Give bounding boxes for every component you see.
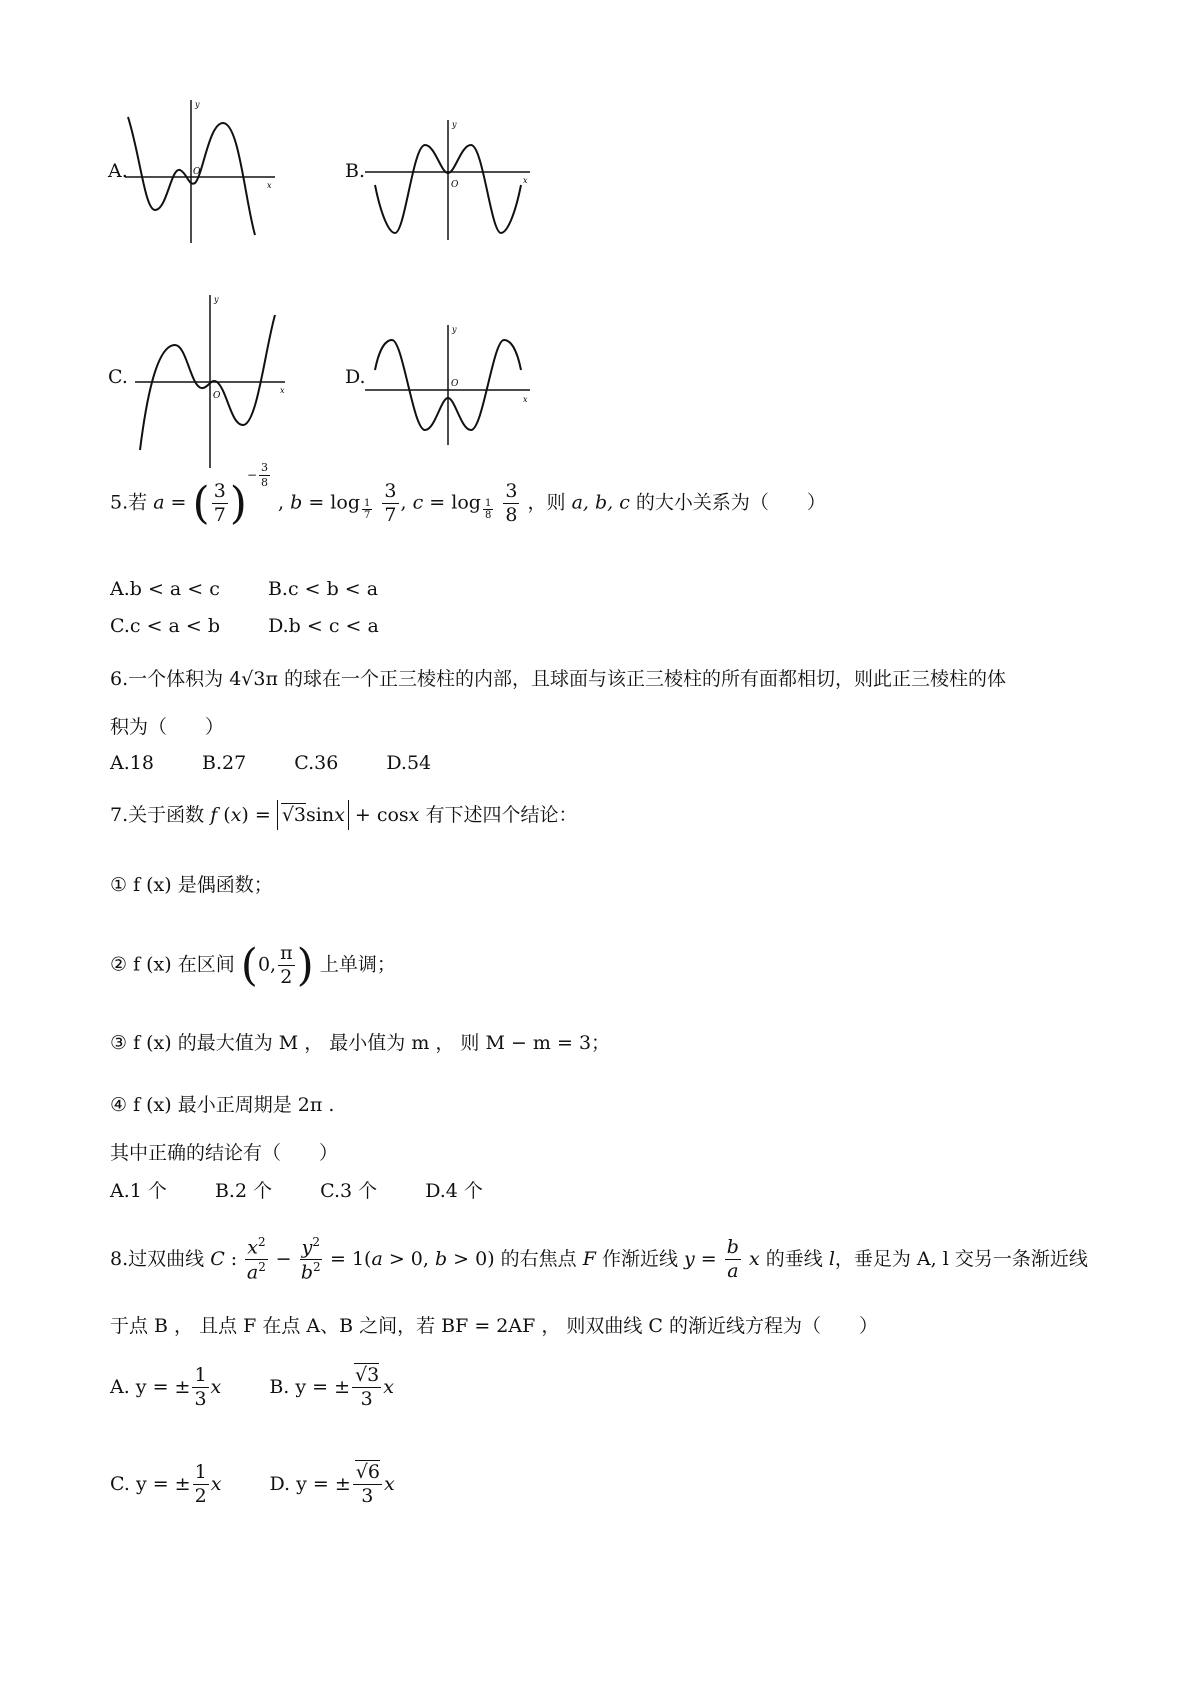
axis-y-label: y xyxy=(195,100,200,109)
q7-option-c[interactable]: C.3 个 xyxy=(320,1180,378,1202)
axis-x-label: x xyxy=(523,176,528,185)
question-5: 5.若 a = ( $\frac{3}{7}$ )$^{- \frac{3}{8}}$ , b = log $_{\frac{1}{7}}$ $\frac{3}{7}$ , c = log $_{\frac{1}{8}}$ $\frac{3}{8}$ ，则 a, b, c 的大小关系为（ ） xyxy=(110,461,826,529)
question-8-line-2: 于点 B ， 且点 F 在点 A、B 之间，若 BF = 2AF ， 则双曲线 C 的渐近线方程为（ ） xyxy=(110,1315,878,1337)
graph-b xyxy=(365,115,535,245)
q8-options-row-2 xyxy=(110,1462,437,1508)
q6-volume: 4√3π xyxy=(229,668,278,690)
q6-options xyxy=(110,752,473,774)
axis-x-label: x xyxy=(523,395,528,404)
axis-x-label: x xyxy=(267,181,272,190)
option-c-label: C. xyxy=(108,366,128,388)
q7-conclusion-3: ③ f (x) 的最大值为 M ， 最小值为 m ， 则 M − m = 3； xyxy=(110,1032,611,1054)
q7-option-b[interactable]: B.2 个 xyxy=(214,1180,273,1202)
q7-question: 其中正确的结论有（ ） xyxy=(110,1142,339,1164)
question-6-line-2: 积为（ ） xyxy=(110,716,225,738)
q6-option-a[interactable]: A.18 xyxy=(110,752,154,774)
question-6: 6.一个体积为 4√3π 的球在一个正三棱柱的内部，且球面与该正三棱柱的所有面都相切，则此正三棱柱的体 xyxy=(110,668,1007,690)
option-d-label: D. xyxy=(345,366,366,388)
q8-option-b[interactable]: B. y = ± $\frac{√3}{3}$ x xyxy=(269,1364,394,1410)
question-7: 7.关于函数 f (x) = √3sinx + cosx 有下述四个结论： xyxy=(110,800,577,827)
q5-option-b[interactable]: B.c < b < a xyxy=(267,578,379,600)
origin-label: O xyxy=(451,180,459,190)
graph-a xyxy=(125,95,285,245)
q7-conclusion-4: ④ f (x) 最小正周期是 2π . xyxy=(110,1094,335,1116)
q7-option-a[interactable]: A.1 个 xyxy=(110,1180,167,1202)
question-8: 8.过双曲线 C : $\frac{x^2}{a^2}$ − $\frac{y^2}{b^2}$ = 1(a > 0, b > 0) 的右焦点 F 作渐近线 y = $\frac{b}{a}$ x 的垂线 l，垂足为 A, l 交另一条渐近线 xyxy=(110,1235,1088,1284)
q8-options-row-1 xyxy=(110,1365,436,1411)
q8-option-a[interactable]: A. y = ± $\frac{1}{3}$ x xyxy=(110,1364,222,1410)
origin-label: O xyxy=(193,167,201,177)
q6-option-d[interactable]: D.54 xyxy=(386,752,432,774)
option-b-label: B. xyxy=(345,160,366,182)
graph-c xyxy=(135,290,295,470)
origin-label: O xyxy=(213,391,221,401)
q5-options-row-1 xyxy=(110,578,420,600)
axis-y-label: y xyxy=(214,295,219,304)
q5-option-c[interactable]: C.c < a < b xyxy=(110,615,221,637)
q5-options-row-2 xyxy=(110,615,421,637)
q6-option-b[interactable]: B.27 xyxy=(201,752,247,774)
graph-d xyxy=(365,320,535,450)
q7-options xyxy=(110,1176,525,1203)
q6-option-c[interactable]: C.36 xyxy=(294,752,339,774)
q7-conclusion-2: ② f (x) 在区间 (0, $\frac{\pi}{2}$ ) 上单调； xyxy=(110,940,396,991)
q5-option-a[interactable]: A.b < a < c xyxy=(110,578,220,600)
axis-x-label: x xyxy=(280,386,285,395)
axis-y-label: y xyxy=(452,325,457,334)
q7-option-d[interactable]: D.4 个 xyxy=(425,1180,483,1202)
q7-conclusion-1: ① f (x) 是偶函数； xyxy=(110,874,273,896)
axis-y-label: y xyxy=(452,120,457,129)
q8-option-d[interactable]: D. y = ± $\frac{√6}{3}$ x xyxy=(269,1461,395,1507)
q8-option-c[interactable]: C. y = ± $\frac{1}{2}$ x xyxy=(110,1461,222,1507)
option-a-label: A. xyxy=(108,160,128,182)
origin-label: O xyxy=(451,379,459,389)
q5-option-d[interactable]: D.b < c < a xyxy=(268,615,379,637)
